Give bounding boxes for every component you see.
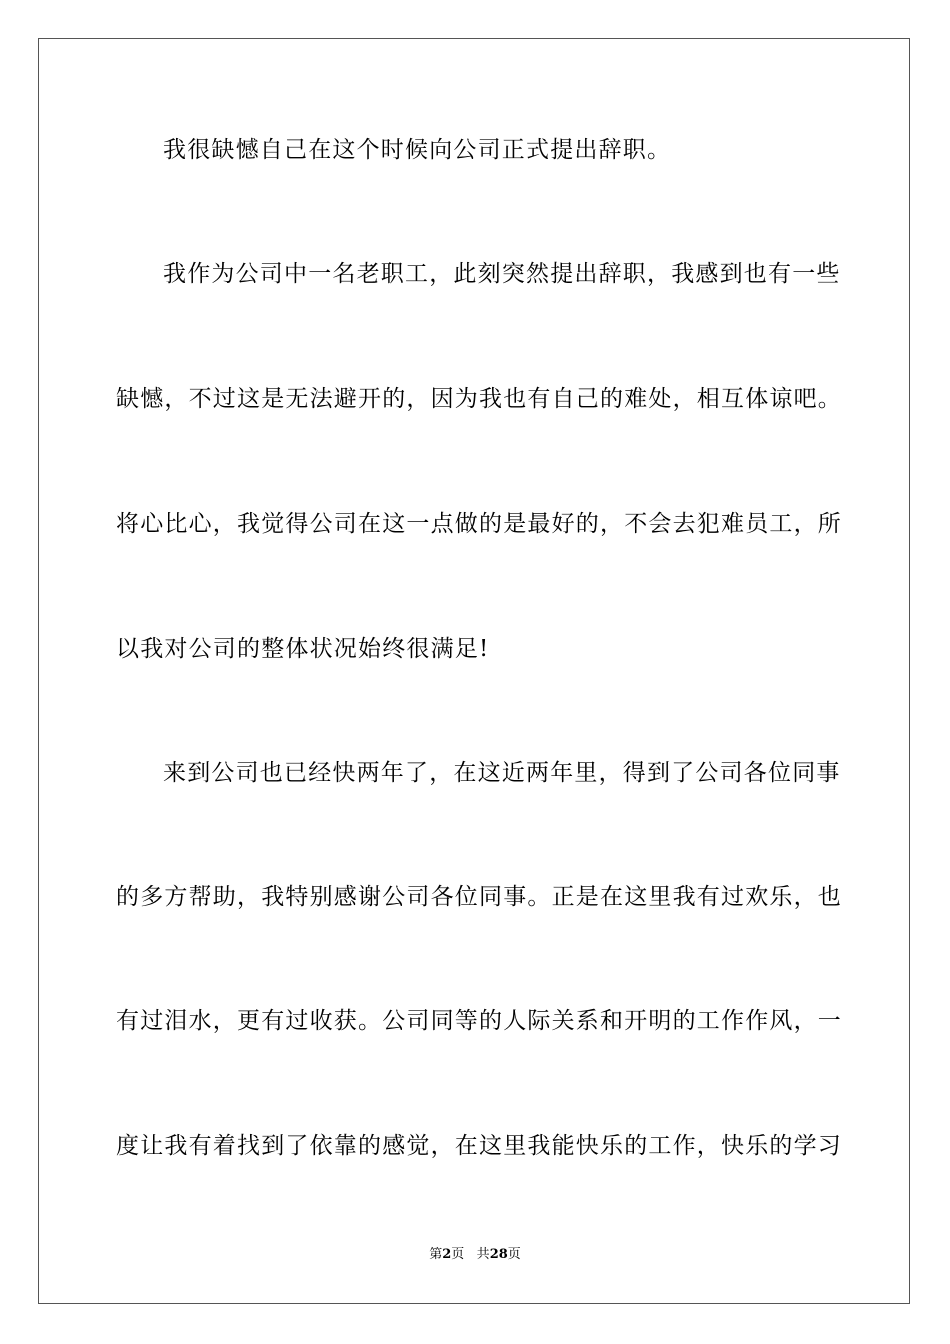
paragraph-1-line-1: 我很缺憾自己在这个时候向公司正式提出辞职。 <box>163 137 672 163</box>
total-label-prefix: 共 <box>476 1247 490 1262</box>
paragraph-3-line-4: 度让我有着找到了依靠的感觉，在这里我能快乐的工作，快乐的学习 <box>116 1133 842 1159</box>
paragraph-3-line-1: 来到公司也已经快两年了，在这近两年里，得到了公司各位同事 <box>163 760 841 786</box>
total-pages: 28 <box>489 1247 508 1262</box>
page-label-prefix: 第 <box>429 1247 443 1262</box>
paragraph-2-line-1: 我作为公司中一名老职工，此刻突然提出辞职，我感到也有一些 <box>163 261 841 287</box>
paragraph-2-line-3: 将心比心，我觉得公司在这一点做的是最好的，不会去犯难员工，所 <box>116 511 842 537</box>
paragraph-2-line-2: 缺憾，不过这是无法避开的，因为我也有自己的难处，相互体谅吧。 <box>116 386 842 412</box>
page-number: 2 <box>442 1247 452 1262</box>
paragraph-2-line-4: 以我对公司的整体状况始终很满足! <box>116 636 490 662</box>
total-label-suffix: 页 <box>507 1247 521 1262</box>
paragraph-3-line-2: 的多方帮助，我特别感谢公司各位同事。正是在这里我有过欢乐，也 <box>116 884 842 910</box>
page-border <box>38 38 910 1304</box>
paragraph-3-line-3: 有过泪水，更有过收获。公司同等的人际关系和开明的工作作风，一 <box>116 1008 842 1034</box>
page-label-suffix: 页 <box>451 1247 465 1262</box>
page-footer <box>0 1246 950 1264</box>
